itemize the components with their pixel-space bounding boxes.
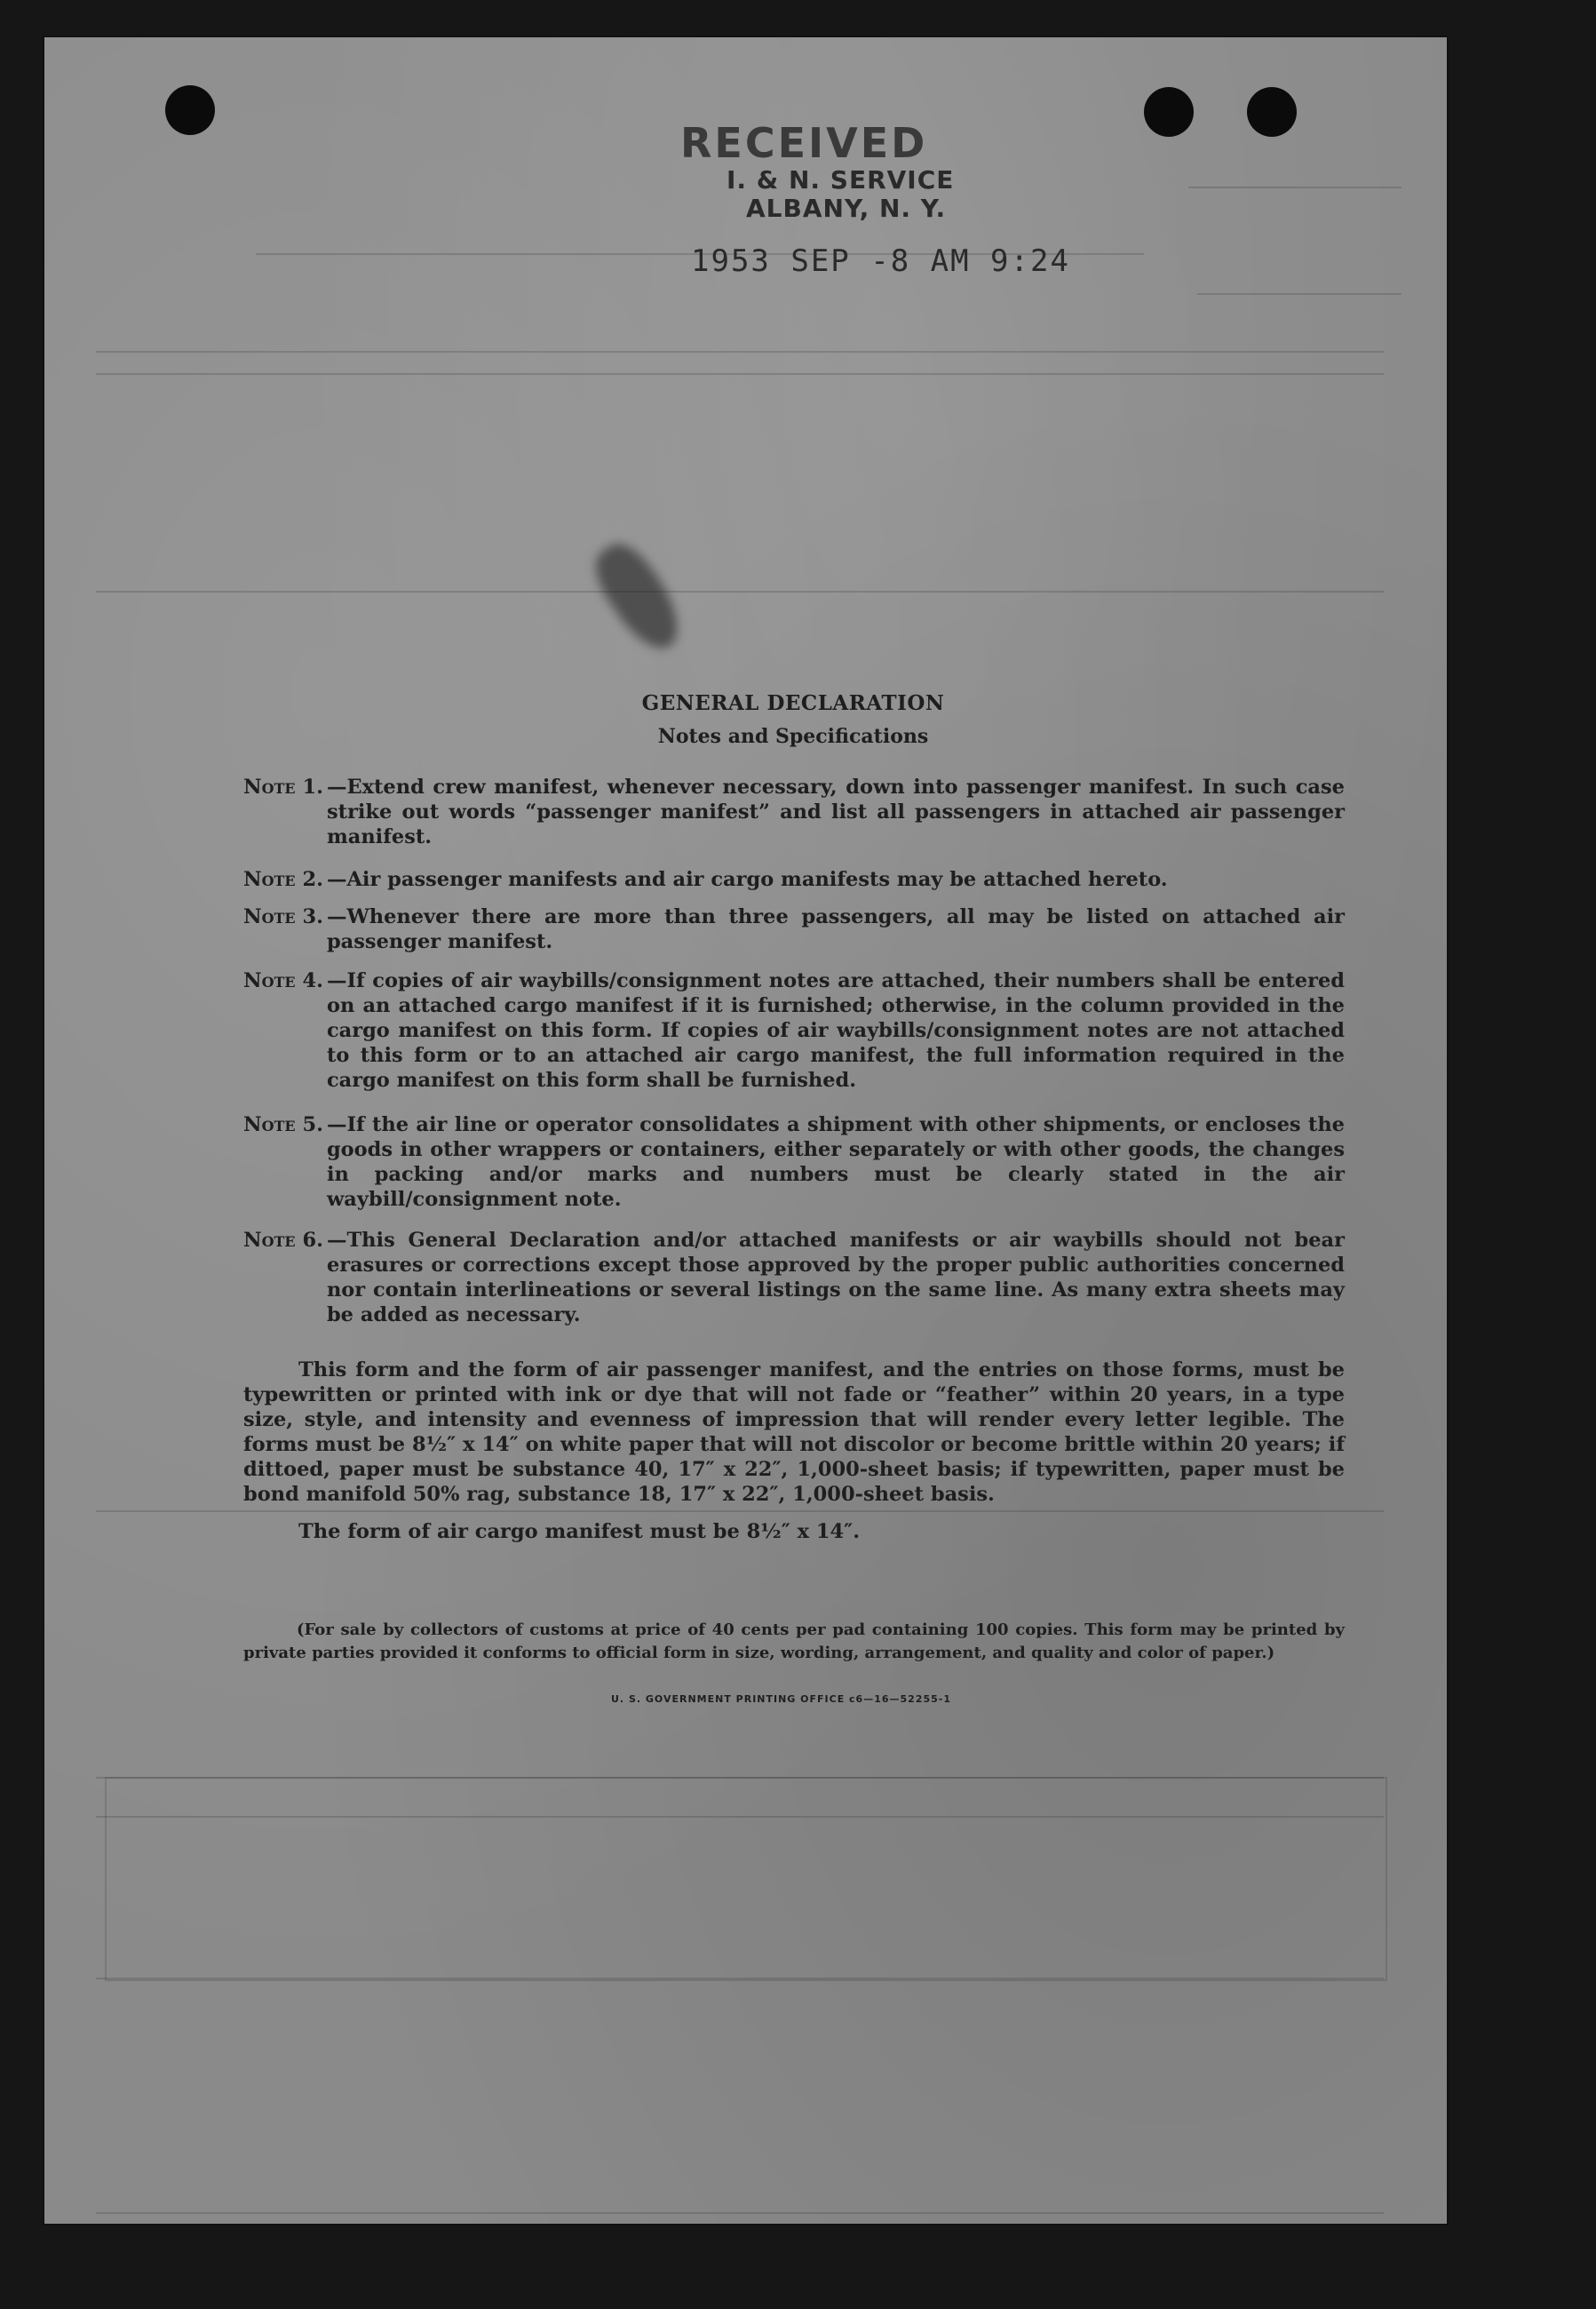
note-label: Note 1.: [243, 776, 323, 799]
note-text: —This General Declaration and/or attached manifests or air waybills should not bear erasures or corrections except those approved by the proper public authorities concerned nor contain interlineations or several listings on the same line. As many extra sheets may be added as necessary.: [326, 1229, 1345, 1326]
form-specification-paragraph: This form and the form of air passenger manifest, and the entries on those forms, must be typewritten or printed with ink or dye that will not fade or “feather” within 20 years, in a type size, style, and intensity and evenness of impression that will render every letter legible. The forms must be 8½″ x 14″ on white paper that will not discolor or become brittle within 20 years; if dittoed, paper must be substance 40, 17″ x 22″, 1,000-sheet basis; if typewritten, paper must be bond manifold 50% rag, substance 18, 17″ x 22″, 1,000-sheet basis.: [243, 1358, 1345, 1506]
note-3: [243, 904, 1345, 954]
note-4: [243, 968, 1345, 1093]
note-text: —Air passenger manifests and air cargo manifests may be attached hereto.: [326, 868, 1168, 891]
note-label: Note 3.: [243, 905, 323, 928]
note-text: —If copies of air waybills/consignment notes are attached, their numbers shall be entered on an attached cargo manifest if it is furnished; otherwise, in the column provided in the cargo manifest on this form. If copies of air waybills/consignment notes are not attached to this form or to an attached air cargo manifest, the full information required in the cargo manifest on this form shall be furnished.: [326, 969, 1345, 1092]
note-label: Note 4.: [243, 969, 323, 992]
document-page: [43, 36, 1449, 2225]
document-title: GENERAL DECLARATION: [641, 691, 945, 715]
note-1: [243, 775, 1345, 849]
note-label: Note 6.: [243, 1229, 323, 1252]
printer-imprint: U. S. GOVERNMENT PRINTING OFFICE c6—16—52255-1: [611, 1693, 952, 1705]
note-2: [243, 867, 1345, 892]
document-subtitle: Notes and Specifications: [657, 725, 929, 748]
document-content: [43, 36, 1449, 2225]
received-stamp-city: ALBANY, N. Y.: [746, 194, 947, 223]
received-stamp-title: RECEIVED: [680, 119, 928, 167]
cargo-manifest-size-paragraph: The form of air cargo manifest must be 8½″ x 14″.: [298, 1520, 861, 1543]
note-text: —Extend crew manifest, whenever necessary, down into passenger manifest. In such case strike out words “passenger manifest” and list all passengers in attached air passenger manifest.: [326, 776, 1345, 848]
note-label: Note 2.: [243, 868, 323, 891]
note-5: [243, 1112, 1345, 1212]
note-text: —Whenever there are more than three passengers, all may be listed on attached air passenger manifest.: [326, 905, 1345, 953]
sale-notice: (For sale by collectors of customs at price of 40 cents per pad containing 100 copies. This form may be printed by private parties provided it conforms to official form in size, wording, arrangement, and quality and color of paper.): [243, 1620, 1345, 1662]
note-label: Note 5.: [243, 1113, 323, 1136]
received-stamp-service: I. & N. SERVICE: [727, 165, 955, 195]
note-text: —If the air line or operator consolidates a shipment with other shipments, or encloses the goods in other wrappers or containers, either separately or with other goods, the changes in packing and/or marks and numbers must be clearly stated in the air waybill/consignment note.: [326, 1113, 1345, 1211]
note-6: [243, 1228, 1345, 1327]
received-stamp-date: 1953 SEP -8 AM 9:24: [691, 243, 1070, 279]
